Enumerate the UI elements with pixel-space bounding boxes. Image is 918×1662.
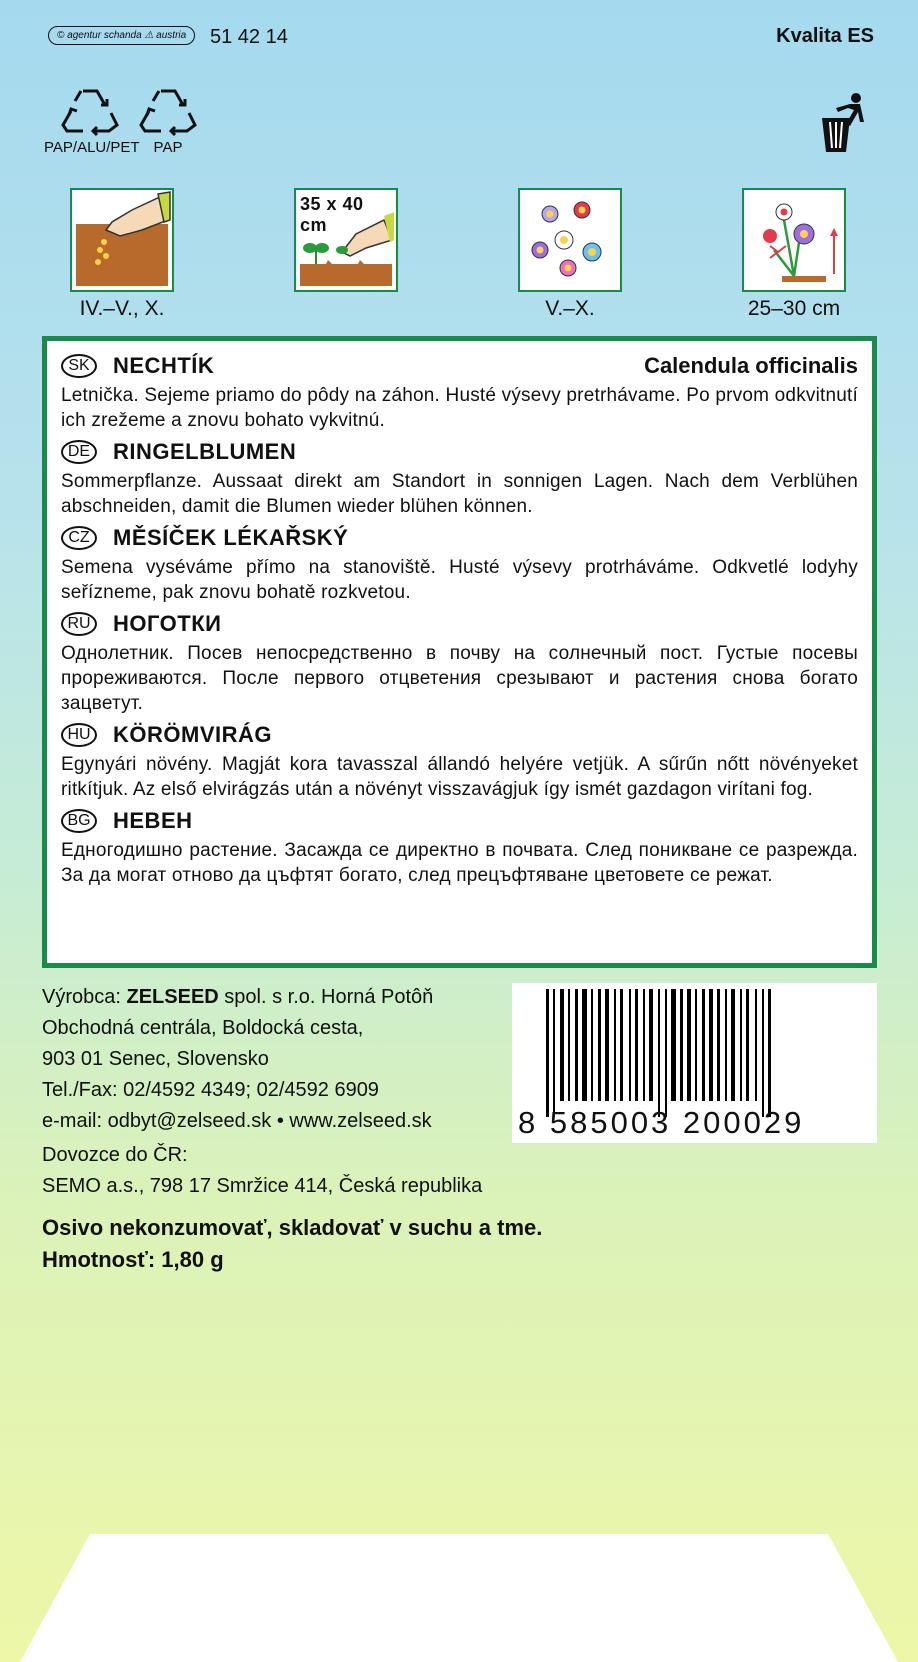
- section-title: KÖRÖMVIRÁG: [113, 722, 272, 747]
- producer-company: ZELSEED: [126, 986, 219, 1008]
- barcode-bar: [740, 989, 742, 1101]
- barcode-bar: [768, 989, 771, 1117]
- barcode-bar: [598, 989, 601, 1101]
- section-text: Egynyári növény. Magját kora tavasszal állandó helyére vetjük. A sűrűn nőtt növényeket ritkítjuk. Az első elvirágzás után a növényt visszavágjuk így ismét gazdagon virítani fog.: [61, 754, 858, 800]
- barcode-bar: [629, 989, 631, 1101]
- section-header-bg: [61, 804, 858, 838]
- section-title: MĚSÍČEK LÉKAŘSKÝ: [113, 525, 349, 550]
- barcode-bar: [746, 989, 749, 1101]
- section-title: RINGELBLUMEN: [113, 439, 297, 464]
- importer-line2: SEMO a.s., 798 17 Smržice 414, Česká republika: [42, 1175, 483, 1197]
- section-header-hu: [61, 718, 858, 752]
- barcode-bar: [762, 989, 764, 1117]
- producer-line2: Obchodná centrála, Boldocká cesta,: [42, 1017, 364, 1039]
- sowing-period-label: IV.–V., X.: [79, 297, 165, 320]
- section-text: Letnička. Sejeme priamo do pôdy na záhon. Husté výsevy pretrhávame. Po prvom odkvitnutí ich zrežeme a znovu bohato vykvitnú.: [61, 385, 858, 431]
- barcode: [512, 983, 877, 1143]
- recycle-symbol-pap: [136, 85, 200, 156]
- barcode-bar: [614, 989, 616, 1101]
- language-badge: HU: [61, 723, 97, 747]
- barcode-bar: [717, 989, 720, 1101]
- barcode-bar: [695, 989, 697, 1101]
- plant-height-icon: [742, 188, 846, 292]
- importer-address: [42, 1140, 482, 1202]
- trash-disposal-icon: [820, 92, 868, 154]
- barcode-bar: [605, 989, 609, 1101]
- language-badge: CZ: [61, 526, 97, 550]
- package-window: [0, 1534, 918, 1662]
- barcode-bar: [582, 989, 587, 1101]
- barcode-bar: [620, 989, 623, 1101]
- language-badge: RU: [61, 612, 97, 636]
- importer-line1: Dovozce do ČR:: [42, 1144, 188, 1166]
- weight-line: Hmotnosť: 1,80 g: [42, 1247, 224, 1272]
- barcode-bar: [725, 989, 727, 1101]
- section-header-sk: [61, 349, 858, 383]
- producer-phone: Tel./Fax: 02/4592 4349; 02/4592 6909: [42, 1079, 379, 1101]
- barcode-bar: [702, 989, 705, 1101]
- producer-line1: spol. s r.o. Horná Potôň: [218, 986, 434, 1008]
- barcode-bar: [553, 989, 555, 1117]
- section-header-ru: [61, 607, 858, 641]
- producer-address: [42, 982, 433, 1137]
- barcode-bar: [671, 989, 676, 1101]
- barcode-bar: [687, 989, 691, 1101]
- language-badge: SK: [61, 354, 97, 378]
- barcode-bar: [658, 989, 660, 1117]
- barcode-bar: [560, 989, 564, 1101]
- producer-prefix: Výrobca:: [42, 986, 127, 1008]
- spacing-caption: 35 x 40 cm: [300, 194, 364, 235]
- barcode-bar: [755, 989, 757, 1101]
- recycle-icon: [61, 85, 119, 137]
- section-text: Однолетник. Посев непосредственно в почву на солнечный пост. Густые посевы прореживаются. После первого отцветения срезывают и растения снова богато зацветут.: [61, 643, 858, 714]
- section-title: NECHTÍK: [113, 353, 215, 378]
- barcode-bar: [643, 989, 645, 1101]
- barcode-bar: [568, 989, 570, 1101]
- flowering-period-label: V.–X.: [545, 297, 595, 320]
- section-text: Sommerpflanze. Aussaat direkt am Standort in sonnigen Lagen. Nach dem Verblühen abschneiden, damit die Blumen wieder blühen können.: [61, 471, 858, 517]
- barcode-bar: [635, 989, 638, 1101]
- flowers-icon: [518, 188, 622, 292]
- recycle-symbol-pap-alu-pet: [44, 85, 140, 156]
- section-header-cz: [61, 521, 858, 555]
- barcode-number: 8 585003 200029: [518, 1105, 805, 1140]
- recycle-label: PAP: [153, 139, 183, 156]
- section-text: Едногодишно растение. Засажда се директно в почвата. След поникване се разрежда. За да могат отново да цъфтят богато, след прецъфтяване цветовете се режат.: [61, 840, 858, 886]
- barcode-bar: [575, 989, 578, 1101]
- barcode-bar: [709, 989, 713, 1101]
- product-code: 51 42 14: [210, 26, 288, 48]
- producer-line3: 903 01 Senec, Slovensko: [42, 1048, 269, 1070]
- language-badge: BG: [61, 809, 97, 833]
- recycle-label: PAP/ALU/PET: [44, 139, 140, 156]
- barcode-bar: [680, 989, 683, 1101]
- quality-label: Kvalita ES: [776, 25, 874, 47]
- barcode-bar: [649, 989, 653, 1101]
- section-text: Semena vyséváme přímo na stanoviště. Husté výsevy protrháváme. Odkvetlé lodyhy seřízneme, pak znovu bohatě rozkvetou.: [61, 557, 858, 603]
- warning-line: Osivo nekonzumovať, skladovať v suchu a tme.: [42, 1215, 543, 1240]
- latin-name: Calendula officinalis: [644, 353, 858, 378]
- language-badge: DE: [61, 440, 97, 464]
- barcode-bars: [512, 989, 877, 1117]
- producer-contact: e-mail: odbyt@zelseed.sk • www.zelseed.sk: [42, 1110, 432, 1132]
- section-header-de: [61, 435, 858, 469]
- barcode-bar: [546, 989, 549, 1117]
- section-title: НЕВЕН: [113, 808, 193, 833]
- agentur-logo: © agentur schanda ⚠ austria: [48, 26, 195, 45]
- planting-spacing-icon: [294, 188, 398, 292]
- barcode-bar: [665, 989, 667, 1117]
- barcode-bar: [731, 989, 735, 1101]
- plant-height-label: 25–30 cm: [747, 297, 841, 320]
- sowing-hand-icon: [70, 188, 174, 292]
- barcode-bar: [591, 989, 593, 1101]
- section-title: НОГОТКИ: [113, 611, 222, 636]
- description-box: [42, 336, 877, 968]
- storage-warning: [42, 1212, 542, 1276]
- recycle-icon: [139, 85, 197, 137]
